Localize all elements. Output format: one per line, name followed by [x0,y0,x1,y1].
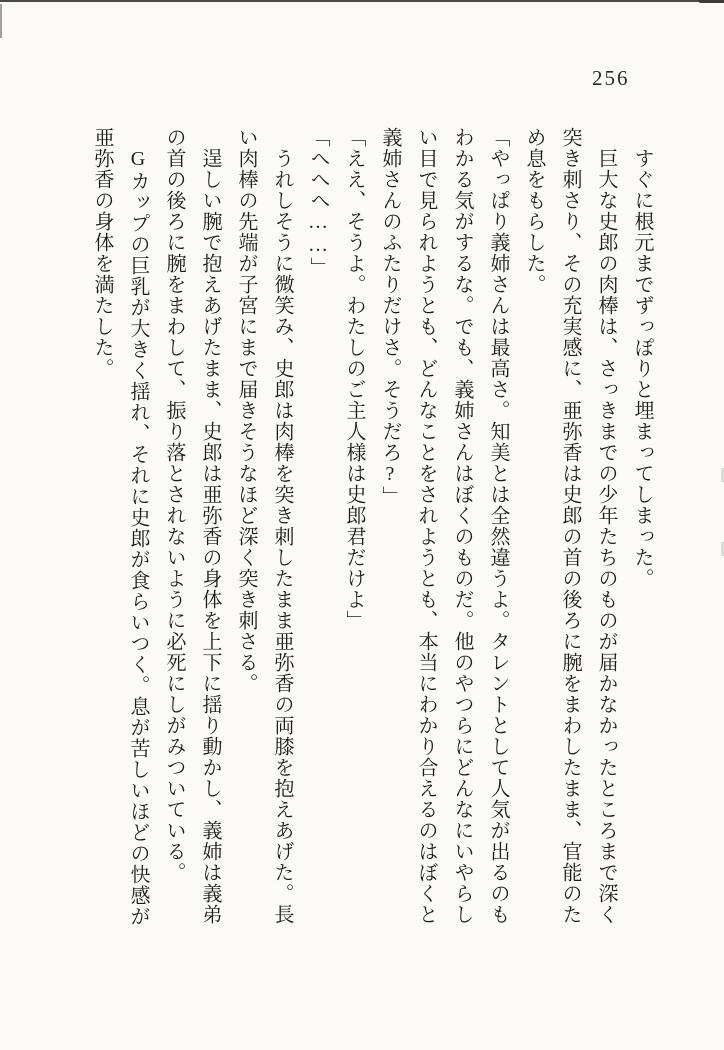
paragraph: 「やっぱり義姉さんは最高さ。知美とは全然違うよ。タレントとして人気が出るのもわかる気がするな。でも、義姉さんはぼくのものだ。他のやつらにどんなにいやらしい目で見られようとも、どんなことをされようとも、本当にわかり合えるのはぼくと義姉さんのふたりだけさ。そうだろ?」 [379,127,509,925]
paragraph: すぐに根元までずっぽりと埋まってしまった。 [631,148,653,589]
paragraph: 巨大な史郎の肉棒は、さっきまでの少年たちのものが届かなかったところまで深く突き刺さり、その充実感に、亜弥香は史郎の首の後ろに腕をまわしたまま、官能のため息をもらした。 [523,127,617,925]
paragraph: 「へへへ……」 [307,127,329,278]
page-number: 256 [592,66,630,90]
paragraph: 「ええ、そうよ。わたしのご主人様は史郎君だけよ」 [343,127,365,631]
scan-edge-artifact [698,0,724,3]
paragraph: 逞しい腕で抱えあげたまま、史郎は亜弥香の身体を上下に揺り動かし、義姉は義弟の首の後ろに腕をまわして、振り落とされないように必死にしがみついている。 [163,127,221,925]
scan-edge-artifact [0,0,724,2]
scan-edge-artifact [0,4,2,38]
paragraph: うれしそうに微笑み、史郎は肉棒を突き刺したまま亜弥香の両膝を抱えあげた。長い肉棒の先端が子宮にまで届きそうなほど深く突き刺さる。 [235,127,293,925]
paragraph: Gカップの巨乳が大きく揺れ、それに史郎が食らいつく。息が苦しいほどの快感が亜弥香の身体を満たした。 [91,127,149,927]
body-text [84,127,660,927]
